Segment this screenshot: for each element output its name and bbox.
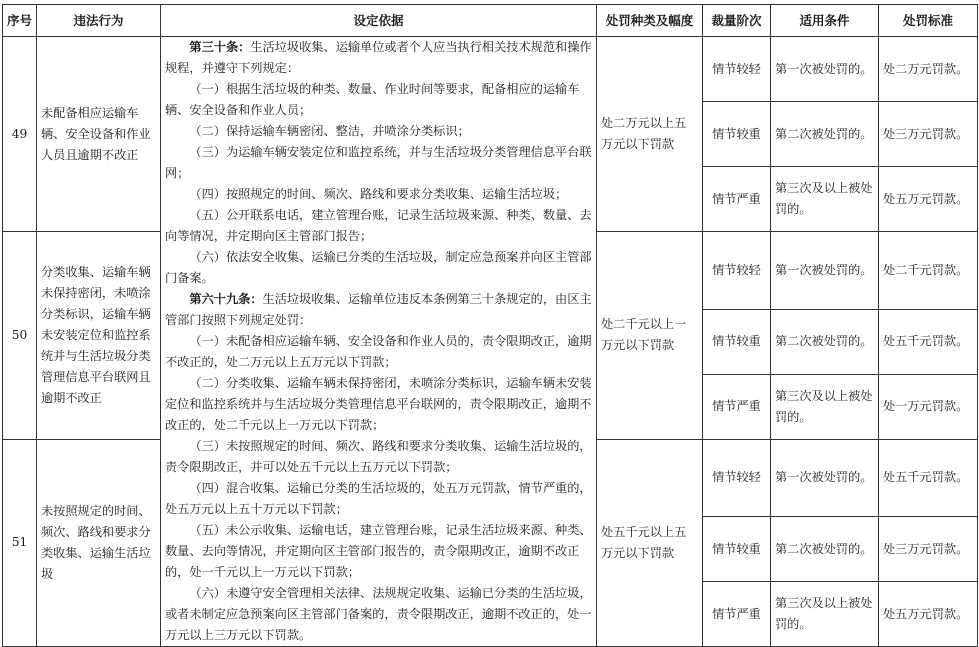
header-level: 裁量阶次 [703,5,771,37]
row-range: 处五千元以上五万元以下罚款 [597,439,703,647]
article69-item: （五）未公示收集、运输电话，建立管理台账，记录生活垃圾来源、种类、数量、去向等情况，并定期向区主管部门报告的，责令限期改正，逾期不改正的，处一千元以上一万元以下罚款； [165,523,592,579]
tier-cond: 第一次被处罚的。 [771,439,879,517]
row-act: 分类收集、运输车辆未保持密闭，未喷涂分类标识，运输车辆未安装定位和监控系统并与生活垃圾分类管理信息平台联网且逾期不改正 [37,232,161,440]
basis-cell [161,37,597,647]
tier-level: 情节较重 [703,102,771,167]
tier-level: 情节较重 [703,309,771,374]
row-range: 处二万元以上五万元以下罚款 [597,37,703,232]
tier-std: 处五千元罚款。 [879,309,978,374]
article30-item: （四）按照规定的时间、频次、路线和要求分类收集、运输生活垃圾； [189,187,568,201]
article69 [165,289,592,331]
tier-level: 情节严重 [703,167,771,232]
tier-cond: 第一次被处罚的。 [771,37,879,102]
penalty-table [2,4,978,647]
tier-std: 处二万元罚款。 [879,37,978,102]
article69-item: （一）未配备相应运输车辆、安全设备和作业人员的，责令限期改正，逾期不改正的，处二万元以上五万元以下罚款； [165,334,592,369]
header-seq: 序号 [3,5,37,37]
row-seq: 49 [3,37,37,232]
table-row [3,37,978,102]
header-range: 处罚种类及幅度 [597,5,703,37]
article30 [165,37,592,79]
tier-cond: 第三次及以上被处罚的。 [771,374,879,439]
article30-text: 生活垃圾收集、运输单位或者个人应当执行相关技术规范和操作规程，并遵守下列规定： [165,40,592,75]
tier-level: 情节严重 [703,582,771,647]
header-std: 处罚标准 [879,5,978,37]
tier-std: 处五万元罚款。 [879,167,978,232]
article30-item: （六）依法安全收集、运输已分类的生活垃圾，制定应急预案并向区主管部门备案。 [165,250,592,285]
tier-cond: 第二次被处罚的。 [771,309,879,374]
tier-cond: 第一次被处罚的。 [771,232,879,310]
header-row [3,5,978,37]
article30-item: （三）为运输车辆安装定位和监控系统，并与生活垃圾分类管理信息平台联网； [165,145,592,180]
article69-title: 第六十九条： [189,292,263,306]
tier-std: 处五千元罚款。 [879,439,978,517]
tier-level: 情节较重 [703,517,771,582]
tier-std: 处三万元罚款。 [879,517,978,582]
article69-item: （二）分类收集、运输车辆未保持密闭，未喷涂分类标识，运输车辆未安装定位和监控系统并与生活垃圾分类管理信息平台联网的，责令限期改正，逾期不改正的，处二千元以上一万元以下罚款； [165,376,592,432]
tier-std: 处一万元罚款。 [879,374,978,439]
header-act: 违法行为 [37,5,161,37]
article30-item: （一）根据生活垃圾的种类、数量、作业时间等要求，配备相应的运输车辆、安全设备和作业人员； [165,82,580,117]
article30-title: 第三十条： [189,40,251,54]
tier-level: 情节较轻 [703,232,771,310]
tier-cond: 第三次及以上被处罚的。 [771,582,879,647]
tier-std: 处五万元罚款。 [879,582,978,647]
header-cond: 适用条件 [771,5,879,37]
article69-item: （六）未遵守安全管理相关法律、法规规定收集、运输已分类的生活垃圾，或者未制定应急预案向区主管部门备案的，责令限期改正，逾期不改正的，处一万元以上三万元以下罚款。 [165,586,592,642]
tier-std: 处二千元罚款。 [879,232,978,310]
row-seq: 51 [3,439,37,647]
tier-cond: 第三次及以上被处罚的。 [771,167,879,232]
article69-text: 生活垃圾收集、运输单位违反本条例第三十条规定的，由区主管部门按照下列规定处罚： [165,292,592,327]
tier-level: 情节严重 [703,374,771,439]
article30-item: （五）公开联系电话，建立管理台账，记录生活垃圾来源、种类、数量、去向等情况，并定期向区主管部门报告； [165,208,592,243]
tier-level: 情节较轻 [703,37,771,102]
row-seq: 50 [3,232,37,440]
row-act: 未配备相应运输车辆、安全设备和作业人员且逾期不改正 [37,37,161,232]
tier-cond: 第二次被处罚的。 [771,102,879,167]
article30-item: （二）保持运输车辆密闭、整洁，并喷涂分类标识； [189,124,470,138]
row-act: 未按照规定的时间、频次、路线和要求分类收集、运输生活垃圾 [37,439,161,647]
article69-item: （四）混合收集、运输已分类的生活垃圾的，处五万元罚款，情节严重的，处五万元以上五十万元以下罚款； [165,481,592,516]
tier-level: 情节较轻 [703,439,771,517]
header-basis: 设定依据 [161,5,597,37]
tier-cond: 第二次被处罚的。 [771,517,879,582]
row-range: 处二千元以上一万元以下罚款 [597,232,703,440]
article69-item: （三）未按照规定的时间、频次、路线和要求分类收集、运输生活垃圾的，责令限期改正，并可以处五千元以上五万元以下罚款； [165,439,592,474]
tier-std: 处三万元罚款。 [879,102,978,167]
